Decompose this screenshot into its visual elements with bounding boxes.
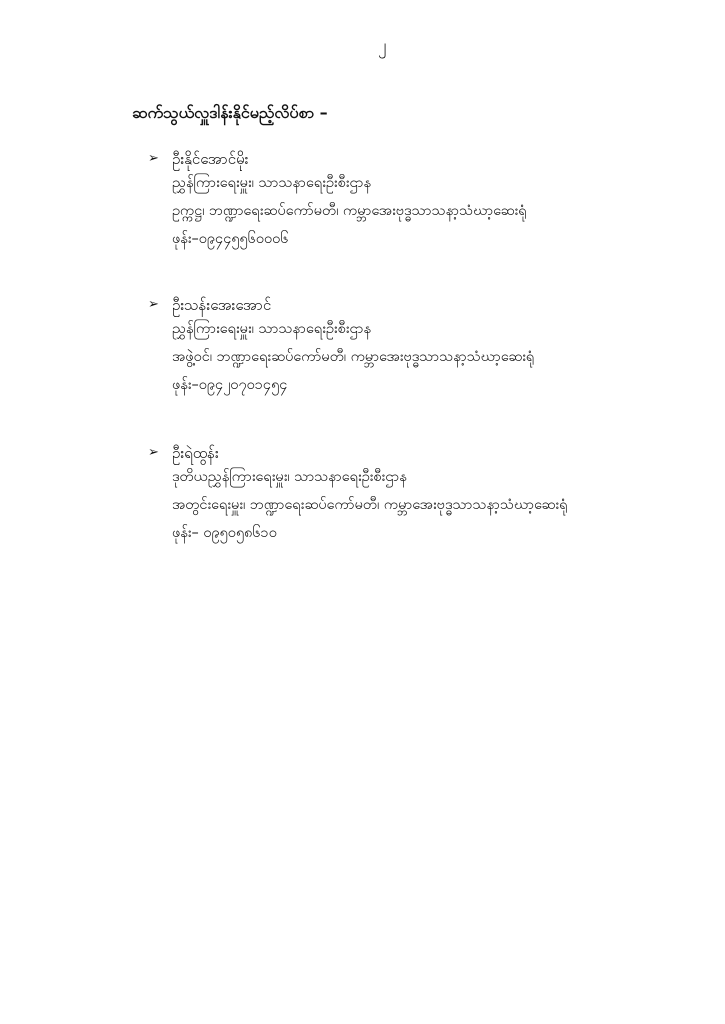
contact-position: ညွှန်ကြားရေးမှူး၊ သာသနာရေးဦးစီးဌာန	[172, 321, 371, 337]
contact-entry	[148, 292, 708, 402]
contact-position: ဒုတိယညွှန်ကြားရေးမှူး၊ သာသနာရေးဦးစီးဌာန	[172, 469, 407, 485]
contact-address: အတွင်းရေးမှူး၊ ဘဏ္ဍာရေးဆပ်ကော်မတီ၊ ကမ္ဘာအေးဗုဒ္ဓသာသနာ့သံဃာ့ဆေးရုံ	[172, 497, 568, 513]
arrow-bullet-icon: ➢	[148, 151, 159, 166]
arrow-bullet-icon: ➢	[148, 297, 159, 312]
contact-name-row	[148, 146, 708, 172]
contact-address: အဖွဲ့ဝင်၊ ဘဏ္ဍာရေးဆပ်ကော်မတီ၊ ကမ္ဘာအေးဗုဒ္ဓသာသနာ့သံဃာ့ဆေးရုံ	[172, 349, 535, 365]
contact-phone: ဖုန်း–၀၉၄၂၀၇၀၁၄၅၄	[172, 377, 288, 393]
page-number: ၂	[378, 36, 387, 56]
contact-phone: ဖုန်း– ၀၉၅၀၅၈၆၁၀	[172, 525, 277, 541]
contact-name: ဦးနိုင်အောင်မိုး	[172, 150, 249, 168]
arrow-bullet-icon: ➢	[148, 445, 159, 460]
section-heading: ဆက်သွယ်လှူဒါန်းနိုင်မည့်လိပ်စာ –	[132, 103, 328, 122]
contact-entry	[148, 146, 708, 256]
contact-address: ဥက္ကဋ္ဌ၊ ဘဏ္ဍာရေးဆပ်ကော်မတီ၊ ကမ္ဘာအေးဗုဒ္ဓသာသနာ့သံဃာ့ဆေးရုံ	[172, 203, 527, 219]
contact-phone: ဖုန်း–၀၉၄၄၅၅၆၀၀၀၆	[172, 231, 289, 247]
contact-name-row	[148, 440, 708, 466]
contact-name: ဦးရဲထွန်း	[172, 444, 219, 462]
contact-name-row	[148, 292, 708, 318]
contact-name: ဦးသန်းအေးအောင်	[172, 296, 272, 314]
contact-entry	[148, 440, 708, 550]
contact-position: ညွှန်ကြားရေးမှူး၊ သာသနာရေးဦးစီးဌာန	[172, 175, 371, 191]
